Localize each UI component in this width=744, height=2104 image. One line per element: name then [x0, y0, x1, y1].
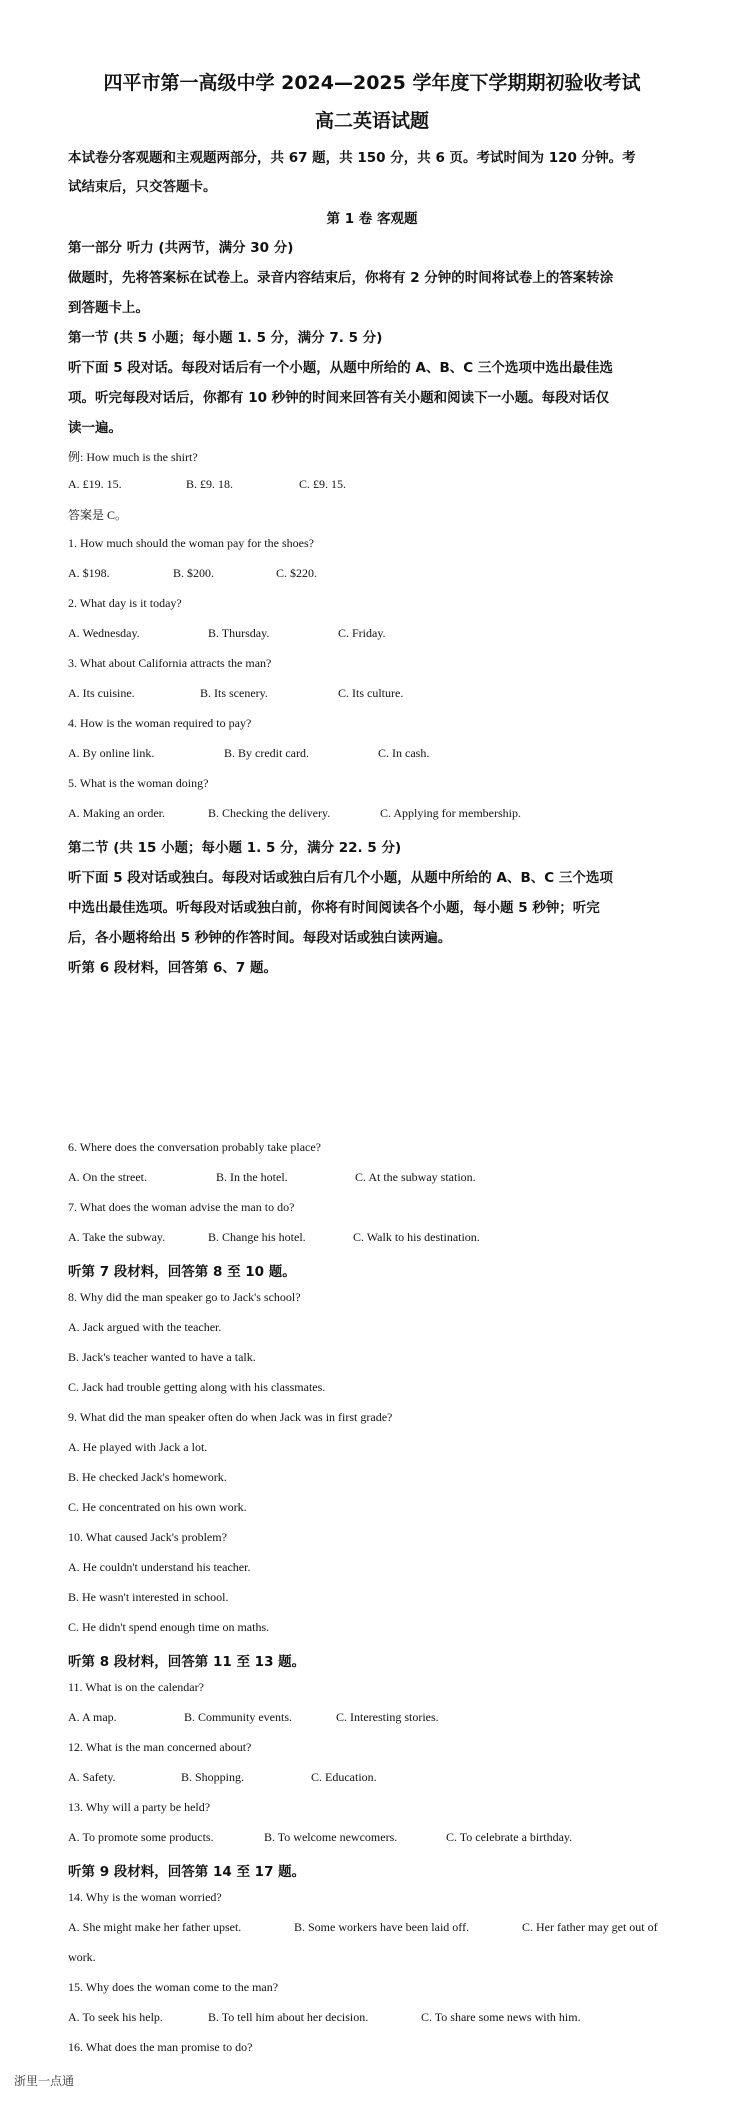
option-c: C. $220. — [276, 566, 318, 580]
option-c: C. To share some news with him. — [421, 2010, 581, 2024]
option-a: A. Safety. — [68, 1770, 116, 1784]
instruction-line: 读一遍。 — [68, 420, 122, 436]
option-a: A. Its cuisine. — [68, 686, 135, 700]
option-c: C. £9. 15. — [299, 477, 347, 491]
option-a: A. He couldn't understand his teacher. — [68, 1560, 251, 1574]
question: 12. What is the man concerned about? — [68, 1740, 252, 1754]
exam-subtitle: 高二英语试题 — [314, 110, 429, 132]
question: 3. What about California attracts the man? — [68, 656, 272, 670]
option-c: C. He didn't spend enough time on maths. — [68, 1620, 270, 1634]
option-b: B. $200. — [173, 566, 215, 580]
instruction-line: 项。听完每段对话后，你都有 10 秒钟的时间来回答有关小题和阅读下一小题。每段对话仅 — [68, 390, 610, 406]
passage-heading: 听第 9 段材料，回答第 14 至 17 题。 — [68, 1864, 306, 1880]
option-c: C. Interesting stories. — [336, 1710, 439, 1724]
option-a: A. Jack argued with the teacher. — [68, 1320, 222, 1334]
question: 7. What does the woman advise the man to do? — [68, 1200, 295, 1214]
question: 10. What caused Jack's problem? — [68, 1530, 227, 1544]
option-c: C. Friday. — [338, 626, 386, 640]
option-b: B. Change his hotel. — [208, 1230, 306, 1244]
option-b: B. Thursday. — [208, 626, 270, 640]
instruction-line: 中选出最佳选项。听每段对话或独白前，你将有时间阅读各个小题，每小题 5 秒钟；听完 — [68, 900, 600, 916]
option-b: B. Some workers have been laid off. — [294, 1920, 470, 1934]
option-a: A. He played with Jack a lot. — [68, 1440, 208, 1454]
question: 8. Why did the man speaker go to Jack's school? — [68, 1290, 301, 1304]
option-a: A. Wednesday. — [68, 626, 140, 640]
option-c-continued: work. — [68, 1950, 96, 1964]
question: 1. How much should the woman pay for the shoes? — [68, 536, 314, 550]
option-c: C. Jack had trouble getting along with his classmates. — [68, 1380, 326, 1394]
question: 5. What is the woman doing? — [68, 776, 209, 790]
instruction-line: 后，各小题将给出 5 秒钟的作答时间。每段对话或独白读两遍。 — [68, 930, 452, 946]
option-b: B. To welcome newcomers. — [264, 1830, 398, 1844]
instruction-line: 听下面 5 段对话或独白。每段对话或独白后有几个小题，从题中所给的 A、B、C 三个选项 — [68, 870, 613, 886]
example-question: 例: How much is the shirt? — [68, 450, 198, 464]
option-a: A. $198. — [68, 566, 110, 580]
option-b: B. £9. 18. — [186, 477, 234, 491]
question: 6. Where does the conversation probably take place? — [68, 1140, 322, 1154]
option-c: C. Her father may get out of — [522, 1920, 658, 1934]
option-a: A. By online link. — [68, 746, 155, 760]
option-a: A. A map. — [68, 1710, 117, 1724]
intro-line: 试结束后，只交答题卡。 — [68, 179, 217, 195]
instruction-line: 做题时，先将答案标在试卷上。录音内容结束后，你将有 2 分钟的时间将试卷上的答案转涂 — [68, 270, 614, 286]
option-a: A. Take the subway. — [68, 1230, 166, 1244]
option-c: C. Walk to his destination. — [353, 1230, 480, 1244]
option-c: C. Applying for membership. — [380, 806, 521, 820]
exam-title: 四平市第一高级中学 2024—2025 学年度下学期期初验收考试 — [103, 72, 641, 94]
footer-watermark: 浙里一点通 — [14, 2074, 75, 2088]
volume-heading: 第 1 卷 客观题 — [326, 211, 418, 227]
example-answer: 答案是 C。 — [68, 508, 128, 522]
passage-heading: 听第 6 段材料，回答第 6、7 题。 — [68, 960, 277, 976]
option-b: B. He wasn't interested in school. — [68, 1590, 229, 1604]
option-c: C. Its culture. — [338, 686, 404, 700]
option-a: A. She might make her father upset. — [68, 1920, 242, 1934]
option-a: A. On the street. — [68, 1170, 147, 1184]
question: 14. Why is the woman worried? — [68, 1890, 222, 1904]
option-b: B. Its scenery. — [200, 686, 268, 700]
option-a: A. Making an order. — [68, 806, 165, 820]
passage-heading: 听第 8 段材料，回答第 11 至 13 题。 — [68, 1654, 306, 1670]
instruction-line: 听下面 5 段对话。每段对话后有一个小题，从题中所给的 A、B、C 三个选项中选出最佳选 — [68, 360, 613, 376]
option-c: C. In cash. — [378, 746, 430, 760]
option-a: A. To seek his help. — [68, 2010, 163, 2024]
option-c: C. At the subway station. — [355, 1170, 476, 1184]
part-heading: 第一部分 听力 (共两节，满分 30 分) — [68, 240, 294, 256]
option-a: A. £19. 15. — [68, 477, 122, 491]
option-b: B. He checked Jack's homework. — [68, 1470, 227, 1484]
option-b: B. To tell him about her decision. — [208, 2010, 369, 2024]
option-b: B. In the hotel. — [216, 1170, 288, 1184]
instruction-line: 到答题卡上。 — [68, 300, 149, 316]
question: 16. What does the man promise to do? — [68, 2040, 253, 2054]
passage-heading: 听第 7 段材料，回答第 8 至 10 题。 — [68, 1264, 296, 1280]
option-c: C. To celebrate a birthday. — [446, 1830, 573, 1844]
question: 15. Why does the woman come to the man? — [68, 1980, 279, 1994]
intro-line: 本试卷分客观题和主观题两部分，共 67 题，共 150 分，共 6 页。考试时间为 120 分钟。考 — [68, 150, 636, 166]
option-c: C. He concentrated on his own work. — [68, 1500, 247, 1514]
question: 2. What day is it today? — [68, 596, 182, 610]
option-b: B. By credit card. — [224, 746, 309, 760]
option-b: B. Checking the delivery. — [208, 806, 331, 820]
question: 13. Why will a party be held? — [68, 1800, 211, 1814]
question: 11. What is on the calendar? — [68, 1680, 204, 1694]
question: 9. What did the man speaker often do when Jack was in first grade? — [68, 1410, 393, 1424]
option-b: B. Shopping. — [181, 1770, 245, 1784]
section-heading: 第二节 (共 15 小题；每小题 1. 5 分，满分 22. 5 分) — [68, 840, 402, 856]
option-b: B. Jack's teacher wanted to have a talk. — [68, 1350, 256, 1364]
option-a: A. To promote some products. — [68, 1830, 214, 1844]
section-heading: 第一节 (共 5 小题；每小题 1. 5 分，满分 7. 5 分) — [68, 330, 383, 346]
question: 4. How is the woman required to pay? — [68, 716, 252, 730]
option-b: B. Community events. — [184, 1710, 292, 1724]
option-c: C. Education. — [311, 1770, 377, 1784]
